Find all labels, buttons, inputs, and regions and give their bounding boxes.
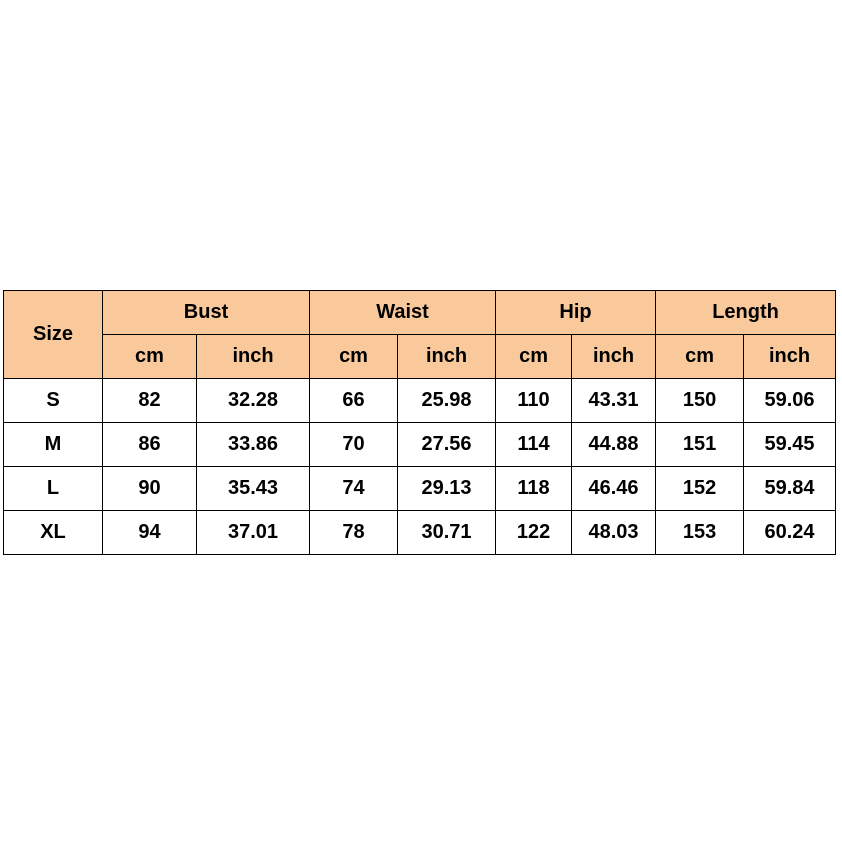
- table-cell: 29.13: [398, 467, 496, 511]
- table-cell: 27.56: [398, 423, 496, 467]
- table-cell: 90: [103, 467, 197, 511]
- table-cell: 150: [656, 379, 744, 423]
- unit-header: cm: [103, 335, 197, 379]
- table-row: [4, 423, 836, 467]
- table-cell: 32.28: [197, 379, 310, 423]
- group-header-length: Length: [656, 291, 836, 335]
- size-cell: S: [4, 379, 103, 423]
- size-cell: L: [4, 467, 103, 511]
- table-row: [4, 379, 836, 423]
- table-cell: 94: [103, 511, 197, 555]
- table-cell: 43.31: [572, 379, 656, 423]
- unit-header: inch: [744, 335, 836, 379]
- header-row-groups: [4, 291, 836, 335]
- table-cell: 78: [310, 511, 398, 555]
- size-header: Size: [4, 291, 103, 379]
- table-cell: 114: [496, 423, 572, 467]
- table-cell: 86: [103, 423, 197, 467]
- table-cell: 153: [656, 511, 744, 555]
- table-row: [4, 467, 836, 511]
- unit-header: inch: [572, 335, 656, 379]
- table-cell: 59.45: [744, 423, 836, 467]
- table-cell: 82: [103, 379, 197, 423]
- table-cell: 70: [310, 423, 398, 467]
- group-header-hip: Hip: [496, 291, 656, 335]
- table-cell: 59.84: [744, 467, 836, 511]
- table-cell: 35.43: [197, 467, 310, 511]
- table-cell: 60.24: [744, 511, 836, 555]
- group-header-waist: Waist: [310, 291, 496, 335]
- table-cell: 30.71: [398, 511, 496, 555]
- table-cell: 46.46: [572, 467, 656, 511]
- table-cell: 59.06: [744, 379, 836, 423]
- size-cell: XL: [4, 511, 103, 555]
- header-row-units: [4, 335, 836, 379]
- table-cell: 48.03: [572, 511, 656, 555]
- table-cell: 37.01: [197, 511, 310, 555]
- table-cell: 25.98: [398, 379, 496, 423]
- table-cell: 118: [496, 467, 572, 511]
- size-cell: M: [4, 423, 103, 467]
- table-row: [4, 511, 836, 555]
- table-cell: 122: [496, 511, 572, 555]
- group-header-bust: Bust: [103, 291, 310, 335]
- size-chart-table: [3, 290, 836, 555]
- unit-header: inch: [398, 335, 496, 379]
- table-cell: 151: [656, 423, 744, 467]
- table-cell: 66: [310, 379, 398, 423]
- unit-header: cm: [310, 335, 398, 379]
- table-cell: 44.88: [572, 423, 656, 467]
- table-cell: 152: [656, 467, 744, 511]
- table-cell: 33.86: [197, 423, 310, 467]
- unit-header: cm: [496, 335, 572, 379]
- table-cell: 110: [496, 379, 572, 423]
- unit-header: cm: [656, 335, 744, 379]
- table-cell: 74: [310, 467, 398, 511]
- unit-header: inch: [197, 335, 310, 379]
